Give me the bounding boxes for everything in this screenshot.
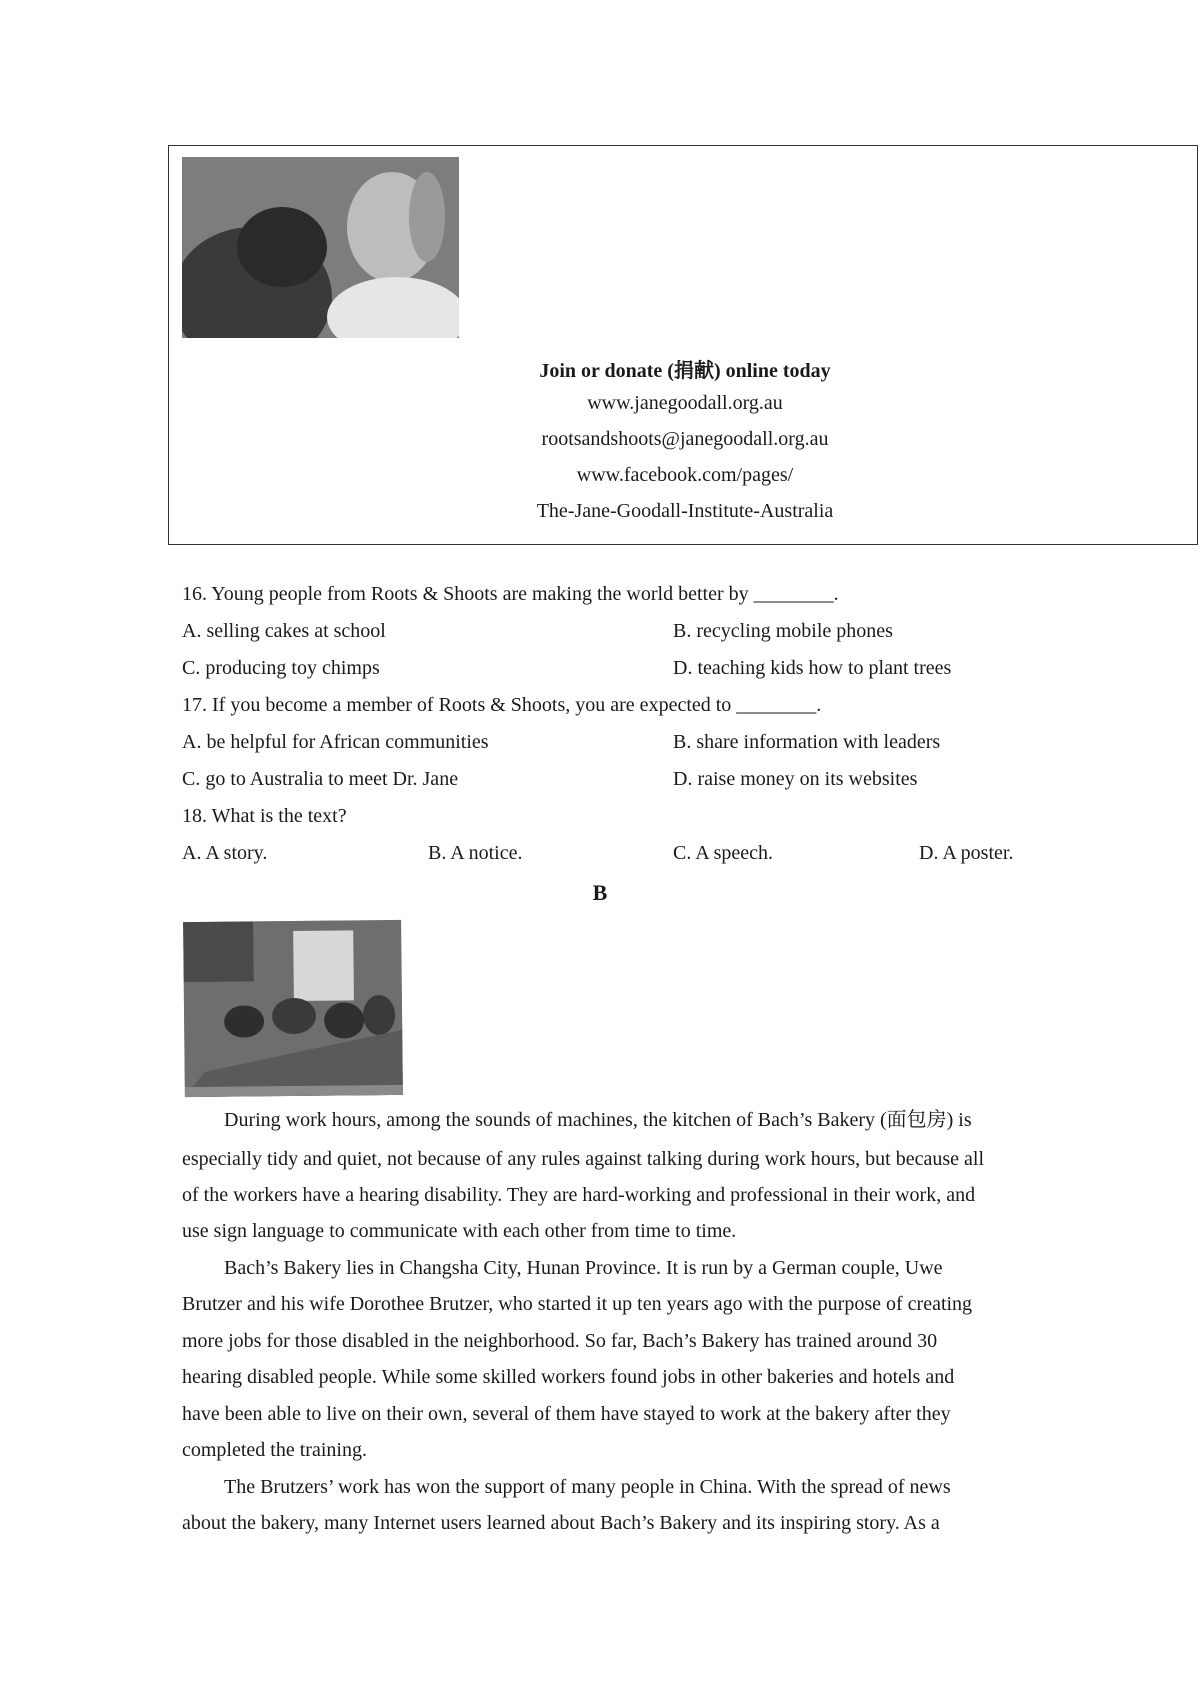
- paragraph-line: completed the training.: [182, 1439, 367, 1461]
- question-16-option-d[interactable]: D. teaching kids how to plant trees: [673, 657, 952, 679]
- question-16-option-a[interactable]: A. selling cakes at school: [182, 620, 386, 642]
- paragraph-line: Brutzer and his wife Dorothee Brutzer, who started it up ten years ago with the purpose of creating: [182, 1293, 973, 1315]
- paragraph-line: The Brutzers’ work has won the support of many people in China. With the spread of news: [224, 1476, 951, 1498]
- question-16-option-b[interactable]: B. recycling mobile phones: [673, 620, 893, 642]
- paragraph-line: especially tidy and quiet, not because of any rules against talking during work hours, but because all: [182, 1148, 985, 1170]
- question-17-option-a[interactable]: A. be helpful for African communities: [182, 731, 489, 753]
- question-18-option-c[interactable]: C. A speech.: [673, 842, 773, 864]
- question-17-option-d[interactable]: D. raise money on its websites: [673, 768, 918, 790]
- section-b-heading: B: [592, 880, 608, 905]
- promo-website-link[interactable]: www.janegoodall.org.au: [587, 392, 783, 414]
- question-17-option-b[interactable]: B. share information with leaders: [673, 731, 941, 753]
- question-16-option-c[interactable]: C. producing toy chimps: [182, 657, 380, 679]
- promo-facebook-link[interactable]: www.facebook.com/pages/: [576, 464, 794, 486]
- question-18-option-a[interactable]: A. A story.: [182, 842, 268, 864]
- question-18-option-b[interactable]: B. A notice.: [428, 842, 523, 864]
- paragraph-line: hearing disabled people. While some skilled workers found jobs in other bakeries and hotels and: [182, 1366, 955, 1388]
- bakery-workers-photo: [183, 920, 403, 1097]
- question-16-stem: 16. Young people from Roots & Shoots are making the world better by ________.: [182, 583, 839, 605]
- paragraph-line: use sign language to communicate with each other from time to time.: [182, 1220, 737, 1242]
- promo-heading: Join or donate (捐献) online today: [539, 360, 831, 382]
- paragraph-line: of the workers have a hearing disability. They are hard-working and professional in their work, and: [182, 1184, 976, 1206]
- promo-facebook-path[interactable]: The-Jane-Goodall-Institute-Australia: [536, 500, 834, 522]
- paragraph-line: have been able to live on their own, several of them have stayed to work at the bakery after they: [182, 1403, 951, 1425]
- jane-goodall-chimp-photo: [182, 157, 459, 338]
- question-18-stem: 18. What is the text?: [182, 805, 347, 827]
- question-17-option-c[interactable]: C. go to Australia to meet Dr. Jane: [182, 768, 459, 790]
- question-17-stem: 17. If you become a member of Roots & Shoots, you are expected to ________.: [182, 694, 822, 716]
- promo-email-link[interactable]: rootsandshoots@janegoodall.org.au: [541, 428, 829, 450]
- question-18-option-d[interactable]: D. A poster.: [919, 842, 1014, 864]
- paragraph-line: more jobs for those disabled in the neighborhood. So far, Bach’s Bakery has trained around 30: [182, 1330, 938, 1352]
- paragraph-line: about the bakery, many Internet users learned about Bach’s Bakery and its inspiring story. As a: [182, 1512, 940, 1534]
- paragraph-line: During work hours, among the sounds of machines, the kitchen of Bach’s Bakery (面包房) is: [224, 1109, 972, 1131]
- paragraph-line: Bach’s Bakery lies in Changsha City, Hunan Province. It is run by a German couple, Uwe: [224, 1257, 943, 1279]
